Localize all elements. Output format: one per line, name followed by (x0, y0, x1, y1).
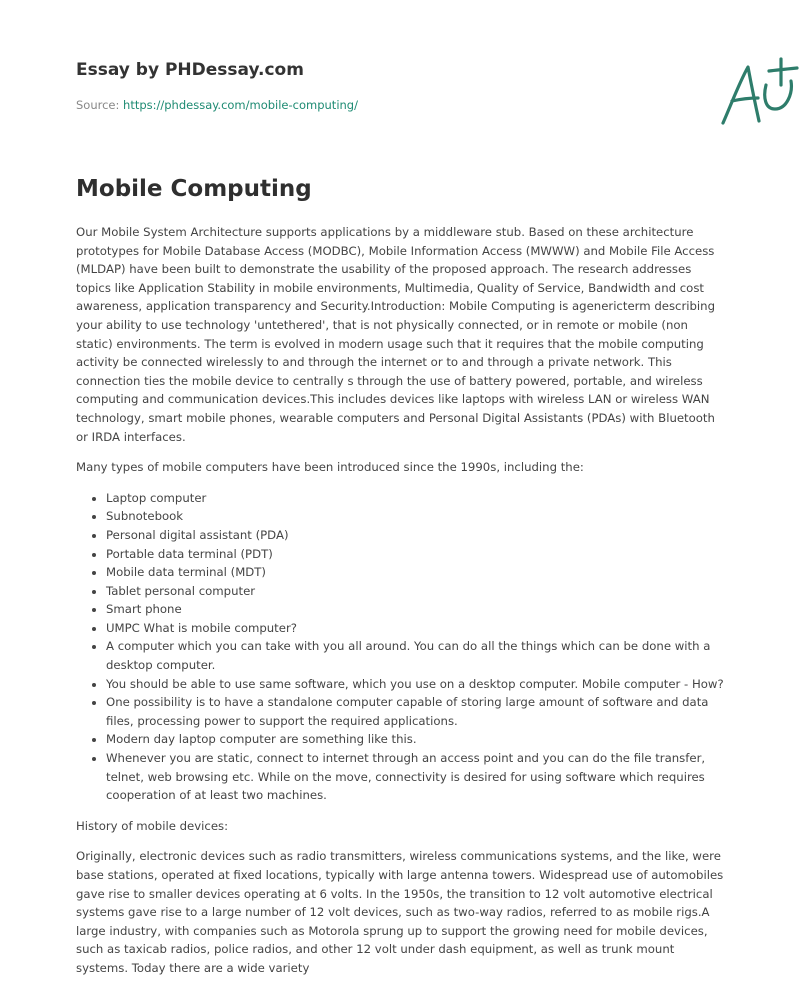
source-link[interactable]: https://phdessay.com/mobile-computing/ (123, 98, 358, 112)
history-heading-paragraph: History of mobile devices: (76, 818, 229, 833)
list-item: • UMPC What is mobile computer? (106, 619, 726, 638)
list-item: • Personal digital assistant (PDA) (106, 526, 726, 545)
list-item: • Tablet personal computer (106, 582, 726, 601)
list-item: • A computer which you can take with you all around. You can do all the things which can be done with a desktop computer. (106, 637, 726, 674)
intro-paragraph: Our Mobile System Architecture supports applications by a middleware stub. Based on these architecture prototypes for Mobile Database Access (MODBC), Mobile Information Access (MWWW) and Mobile File Access (MLDAP) have been built to demonstrate the usability of the proposed approach. The research addresses topics like Application Stability in mobile environments, Multimedia, Quality of Service, Bandwidth and cost awareness, application transparency and Security.Introduction: Mobile Computing is agenericterm describing your ability to use technology 'untethered', that is not physically connected, or in remote or mobile (non static) environments. The term is evolved in modern usage such that it requires that the mobile computing activity be connected wirelessly to and through the internet or to and through a private network. This connection ties the mobile device to centrally s through the use of battery powered, portable, and wireless computing and communication devices.This includes devices like laptops with wireless LAN or wireless WAN technology, smart mobile phones, wearable computers and Personal Digital Assistants (PDAs) with Bluetooth or IRDA interfaces. (76, 225, 716, 444)
list-item: • One possibility is to have a standalone computer capable of storing large amount of software and data files, processing power to support the required applications. (106, 693, 726, 730)
article-body (76, 223, 726, 990)
list-item: • Laptop computer (106, 489, 726, 508)
a-plus-logo-icon (717, 55, 800, 130)
list-item: • Whenever you are static, connect to internet through an access point and you can do the file transfer, telnet, web browsing etc. While on the move, connectivity is desired for using software which requires cooperation of at least two machines. (106, 749, 726, 805)
site-brand: Essay by PHDessay.com (76, 60, 304, 80)
mobile-computer-list (76, 489, 726, 805)
source-label: Source: (76, 98, 124, 112)
types-paragraph: Many types of mobile computers have been introduced since the 1990s, including the: (76, 460, 584, 475)
list-item: • Subnotebook (106, 507, 726, 526)
list-item: • Modern day laptop computer are something like this. (106, 730, 726, 749)
source-line (76, 98, 358, 112)
list-item: • Mobile data terminal (MDT) (106, 563, 726, 582)
list-item: • You should be able to use same software, which you use on a desktop computer. Mobile computer - How? (106, 675, 726, 694)
list-item: • Smart phone (106, 600, 726, 619)
list-item: • Portable data terminal (PDT) (106, 545, 726, 564)
history-paragraph: Originally, electronic devices such as radio transmitters, wireless communications systems, and the like, were base stations, operated at fixed locations, typically with large antenna towers. Widespread use of automobiles gave rise to smaller devices operating at 6 volts. In the 1950s, the transition to 12 volt automotive electrical systems gave rise to a large number of 12 volt devices, such as two-way radios, referred to as mobile rigs.A large industry, with companies such as Motorola sprung up to support the growing need for mobile devices, such as taxicab radios, police radios, and other 12 volt under dash equipment, as well as trunk mount systems. Today there are a wide variety (76, 849, 724, 975)
page-title: Mobile Computing (76, 176, 312, 202)
